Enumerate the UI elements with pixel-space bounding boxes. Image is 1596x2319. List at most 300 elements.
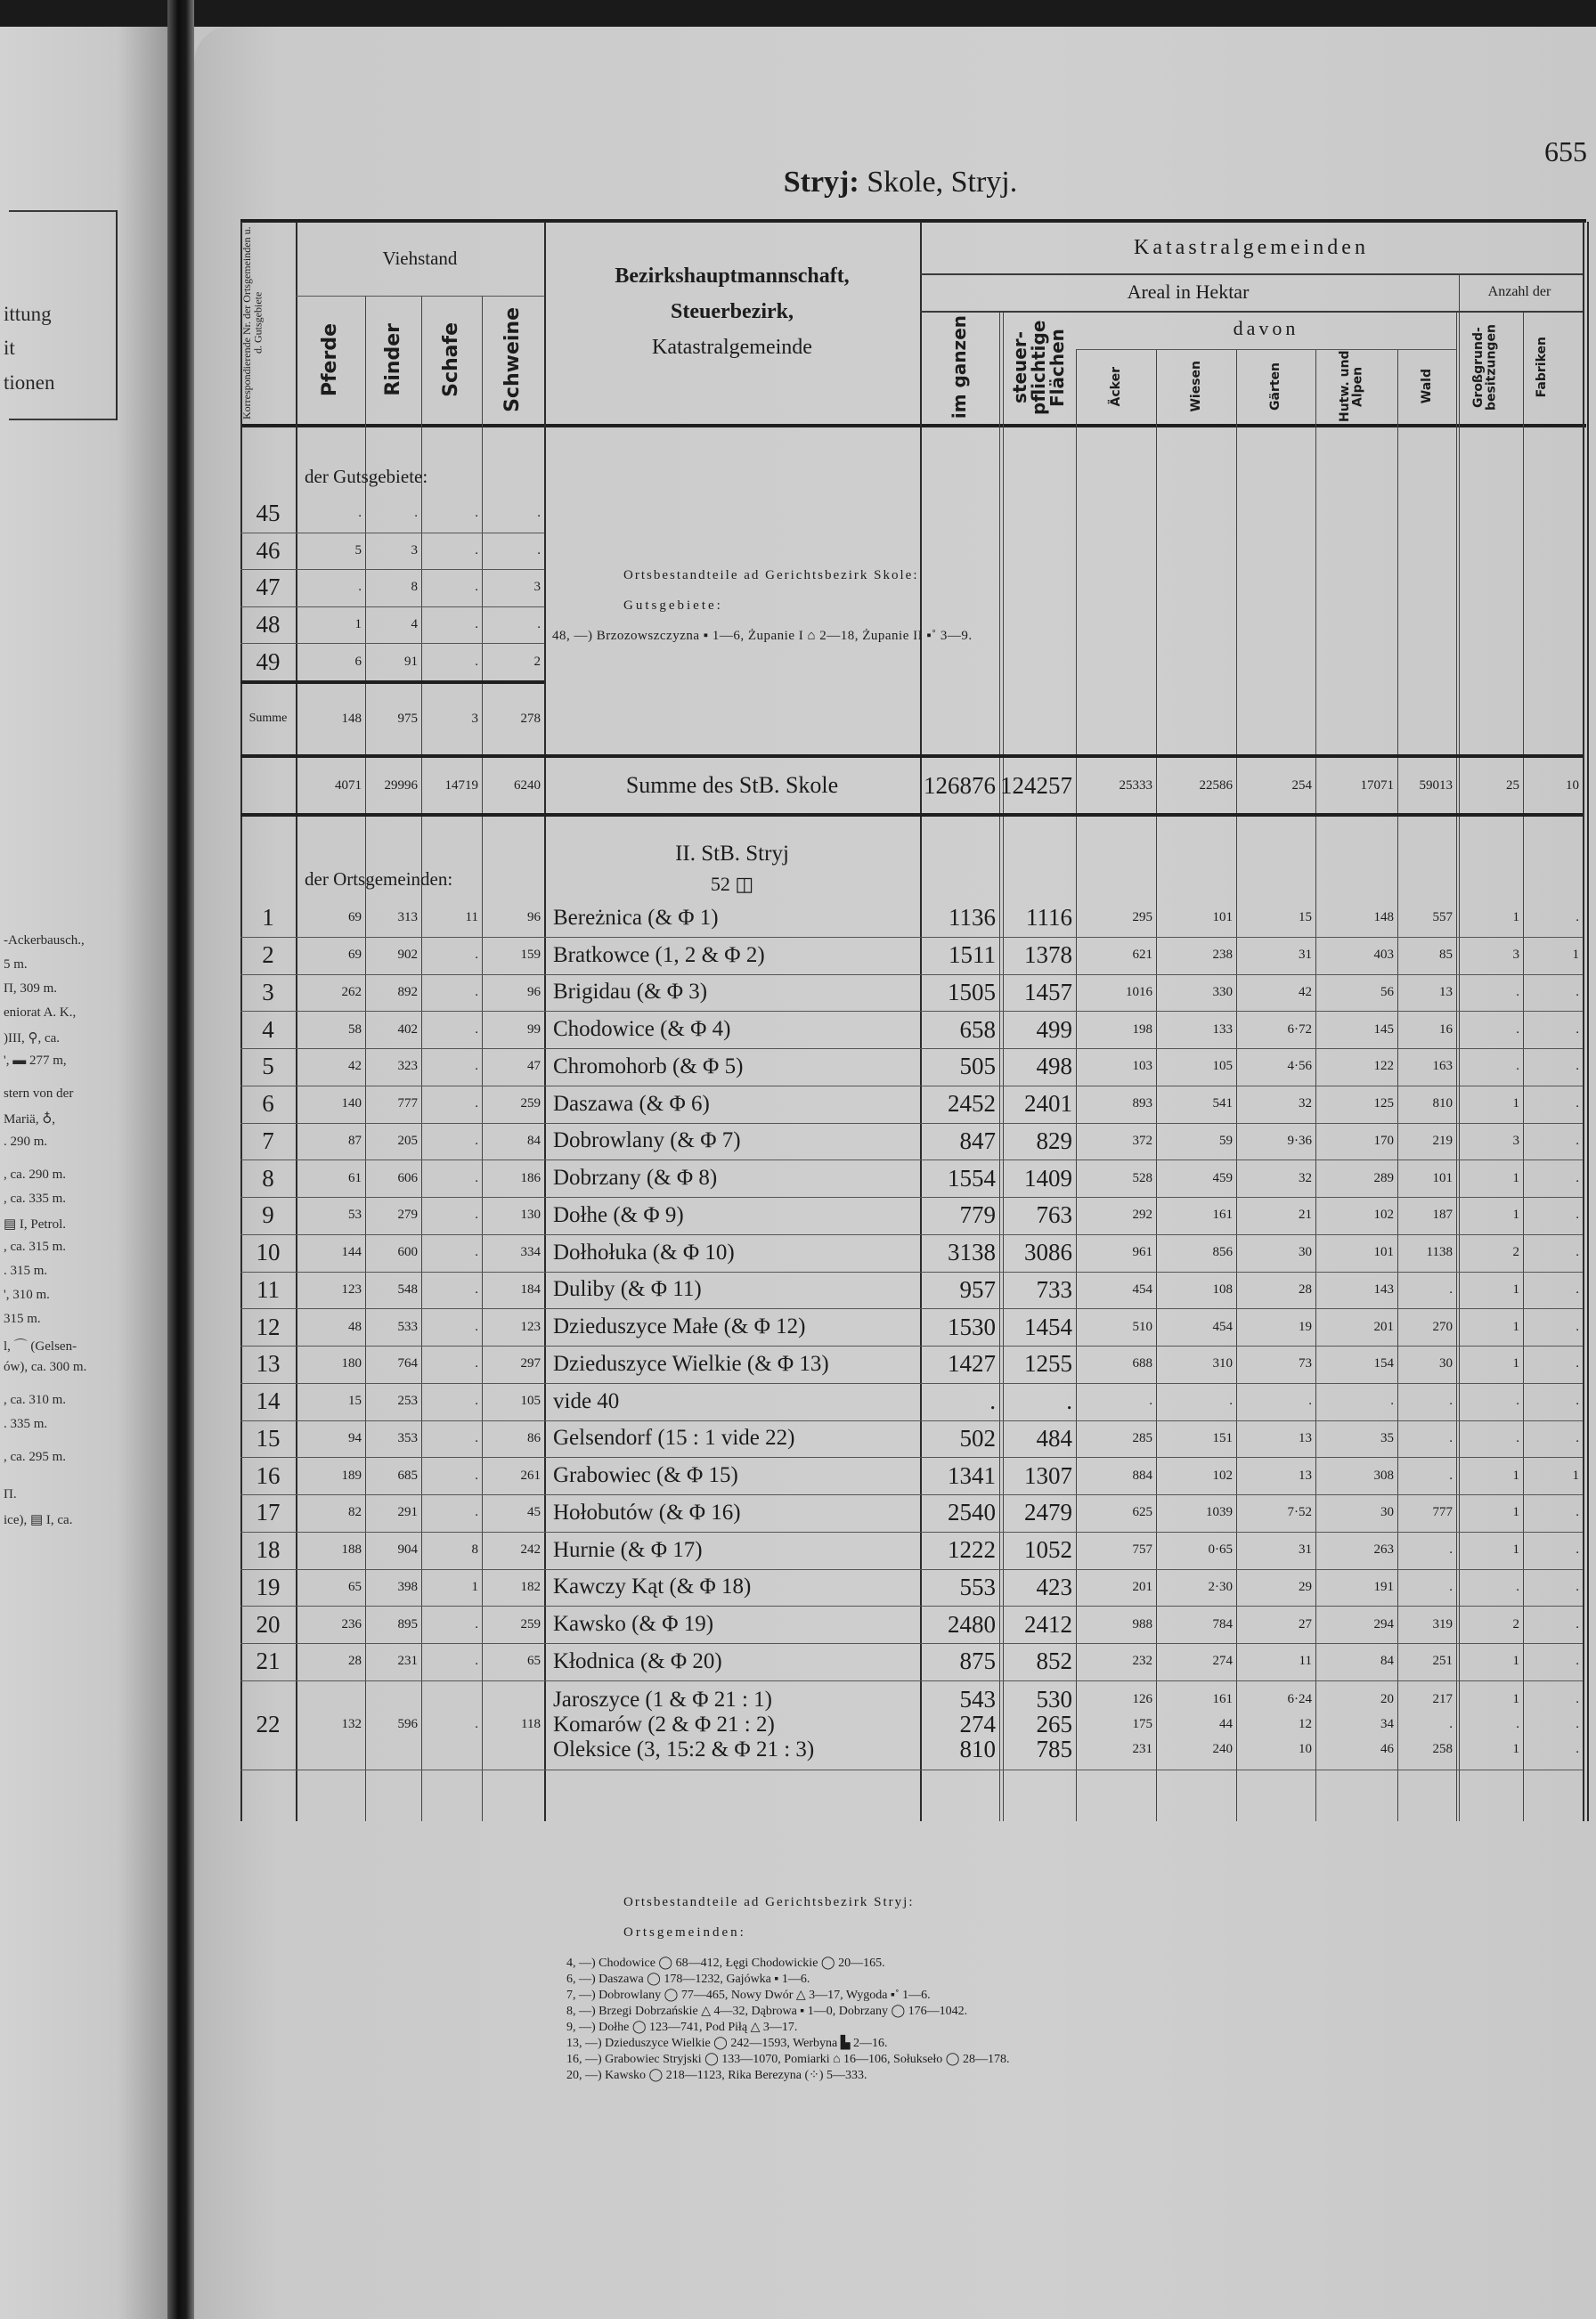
livestock-value: 892: [397, 984, 418, 999]
area-value: 1: [1512, 1692, 1519, 1707]
livestock-value: 123: [341, 1282, 362, 1297]
row-number: 22: [256, 1711, 281, 1738]
area-value: 101: [1212, 910, 1233, 925]
footnote-entry: 13, —) Dzieduszyce Wielkie ◯ 242—1593, Werbyna ▙ 2—16.: [566, 2037, 888, 2050]
area-value: .: [1576, 1282, 1579, 1297]
area-value: 553: [959, 1573, 996, 1600]
area-value: .: [1576, 1654, 1579, 1669]
area-value: 2452: [948, 1090, 996, 1118]
area-value: 102: [1373, 1208, 1394, 1223]
footnote-entry: 7, —) Dobrowlany ◯ 77—465, Nowy Dwór △ 3—17, Wygoda ▪˚ 1—6.: [566, 1989, 931, 2002]
row-number: 12: [256, 1313, 281, 1340]
header-bezirk-line3: Katastralgemeinde: [652, 335, 812, 359]
area-value: 1: [1512, 1096, 1519, 1111]
municipality-name: Dołhołuka (& Φ 10): [553, 1240, 735, 1265]
livestock-value: 99: [527, 1021, 541, 1037]
area-value: .: [1576, 1356, 1579, 1371]
header-vieh-label: Schafe: [440, 322, 463, 397]
row-number: 46: [256, 536, 281, 564]
area-value: 541: [1212, 1096, 1233, 1111]
left-page-rule: [9, 419, 116, 420]
area-value: 459: [1212, 1170, 1233, 1185]
header-vieh-col: [296, 296, 365, 424]
municipality-name: Chodowice (& Φ 4): [553, 1017, 731, 1042]
area-value: 2479: [1024, 1499, 1072, 1526]
row-number: 48: [256, 611, 281, 639]
area-value: .: [1576, 1170, 1579, 1185]
area-value: 101: [1373, 1245, 1394, 1260]
area-value: 7·52: [1287, 1505, 1312, 1520]
area-value: 13: [1299, 1430, 1312, 1445]
area-value: 34: [1380, 1717, 1394, 1732]
area-value: 1530: [948, 1313, 996, 1340]
area-value: 810: [1432, 1096, 1453, 1111]
column-rule: [1583, 222, 1584, 1821]
total-area-value: 254: [1291, 777, 1312, 793]
row-number: 47: [256, 574, 281, 601]
area-value: 1: [1512, 1505, 1519, 1520]
area-value: 3: [1512, 948, 1519, 963]
left-page-text: ▤ I, Petrol.: [4, 1217, 66, 1232]
area-value: 1016: [1126, 984, 1152, 999]
area-value: 73: [1299, 1356, 1312, 1371]
area-value: 13: [1439, 984, 1453, 999]
left-page-text: it: [4, 337, 15, 359]
area-value: 856: [1212, 1245, 1233, 1260]
municipality-name: Duliby (& Φ 11): [553, 1277, 702, 1302]
livestock-value: 15: [348, 1394, 362, 1409]
livestock-value: .: [475, 1208, 478, 1223]
left-page-rule: [116, 210, 118, 420]
livestock-value: .: [475, 1319, 478, 1334]
livestock-value: 8: [471, 1542, 478, 1558]
livestock-value: 130: [520, 1208, 541, 1223]
footnote-entry: 6, —) Daszawa ◯ 178—1232, Gajówka ▪ 1—6.: [566, 1973, 810, 1986]
area-value: 1: [1512, 1356, 1519, 1371]
area-value: 16: [1439, 1021, 1453, 1037]
area-value: 231: [1132, 1742, 1152, 1757]
total-area-value: 126876: [924, 771, 996, 799]
area-value: 308: [1373, 1468, 1394, 1483]
area-value: .: [1576, 1394, 1579, 1409]
livestock-value: 184: [520, 1282, 541, 1297]
livestock-value: .: [475, 1430, 478, 1445]
area-value: 330: [1212, 984, 1233, 999]
area-value: 258: [1432, 1742, 1453, 1757]
area-value: 1255: [1024, 1350, 1072, 1378]
area-value: 810: [959, 1736, 996, 1763]
area-value: 10: [1299, 1742, 1312, 1757]
area-value: 31: [1299, 1542, 1312, 1558]
area-value: 2480: [948, 1610, 996, 1638]
area-value: 625: [1132, 1505, 1152, 1520]
area-value: .: [1516, 1021, 1519, 1037]
livestock-value: 1: [354, 617, 362, 632]
area-value: .: [1576, 1096, 1579, 1111]
area-value: 175: [1132, 1717, 1152, 1732]
header-bezirk-line1: Bezirkshauptmannschaft,: [615, 264, 850, 288]
left-page-text: , ca. 295 m.: [4, 1450, 66, 1464]
area-value: 170: [1373, 1133, 1394, 1148]
area-value: 847: [959, 1127, 996, 1154]
livestock-value: .: [358, 580, 362, 595]
area-value: .: [1449, 1717, 1453, 1732]
municipality-name: Daszawa (& Φ 6): [553, 1091, 710, 1116]
footnote-entry: 8, —) Brzegi Dobrzańskie △ 4—32, Dąbrowa ▪ 1—0, Dobrzany ◯ 176—1042.: [566, 2005, 968, 2018]
livestock-value: 123: [520, 1319, 541, 1334]
livestock-value: .: [537, 617, 541, 632]
area-value: 238: [1212, 948, 1233, 963]
row-number: 45: [256, 500, 281, 527]
footnote-heading: Ortsbestandteile ad Gerichtsbezirk Stryj:: [623, 1895, 915, 1909]
area-value: 232: [1132, 1654, 1152, 1669]
livestock-value: 3: [411, 542, 418, 557]
left-page-text: 5 m.: [4, 957, 28, 972]
area-value: 2: [1512, 1616, 1519, 1631]
header-bottom-rule: [240, 424, 1586, 427]
livestock-value: 402: [397, 1021, 418, 1037]
area-value: .: [1516, 1717, 1519, 1732]
header-areal-col: [1456, 311, 1523, 424]
area-value: 1: [1512, 910, 1519, 925]
area-value: 961: [1132, 1245, 1152, 1260]
left-page-text: ', ▬ 277 m,: [4, 1054, 67, 1068]
area-value: 103: [1132, 1059, 1152, 1074]
area-value: 15: [1299, 910, 1312, 925]
area-value: 125: [1373, 1096, 1394, 1111]
area-value: 13: [1299, 1468, 1312, 1483]
area-value: 1378: [1024, 941, 1072, 969]
area-value: 1222: [948, 1536, 996, 1564]
livestock-value: 764: [397, 1356, 418, 1371]
area-value: 285: [1132, 1430, 1152, 1445]
left-page-text: eniorat A. K.,: [4, 1005, 77, 1020]
total-livestock-value: 4071: [335, 777, 362, 793]
area-value: 1136: [949, 904, 996, 932]
livestock-value: 4: [411, 617, 418, 632]
municipality-name: Dobrzany (& Φ 8): [553, 1166, 718, 1191]
header-korr-label: Korrespondierende Nr. der Ortsgemeinden u. d. Gutsgebiete: [240, 226, 265, 419]
area-value: 454: [1132, 1282, 1152, 1297]
header-areal-col: [1397, 349, 1456, 424]
area-value: 1: [1512, 1170, 1519, 1185]
municipality-name: Bratkowce (1, 2 & Φ 2): [553, 942, 765, 967]
livestock-value: 3: [533, 580, 541, 595]
area-value: 148: [1373, 910, 1394, 925]
livestock-value: .: [414, 506, 418, 521]
area-value: 1: [1512, 1282, 1519, 1297]
area-value: 1: [1572, 948, 1579, 963]
area-value: 161: [1212, 1692, 1233, 1707]
left-page-text: ittung: [4, 303, 52, 325]
header-korrespondierende-nr: [240, 222, 296, 424]
header-areal-col: [999, 311, 1076, 424]
header-areal-col: [1076, 349, 1156, 424]
area-value: .: [1576, 1319, 1579, 1334]
livestock-value: 58: [348, 1021, 362, 1037]
title-district: Stryj:: [783, 166, 859, 199]
livestock-value: .: [475, 1654, 478, 1669]
livestock-value: 2: [533, 654, 541, 669]
area-value: 1: [1512, 1208, 1519, 1223]
livestock-value: .: [537, 506, 541, 521]
livestock-value: 236: [341, 1616, 362, 1631]
area-value: 6·24: [1287, 1692, 1312, 1707]
area-value: 198: [1132, 1021, 1152, 1037]
area-value: 423: [1036, 1573, 1072, 1600]
livestock-value: 685: [397, 1468, 418, 1483]
area-value: .: [1576, 910, 1579, 925]
row-number: 1: [262, 904, 274, 932]
footnote-entry: 4, —) Chodowice ◯ 68—412, Łęgi Chodowickie ◯ 20—165.: [566, 1957, 885, 1970]
livestock-value: 96: [527, 984, 541, 999]
area-value: 84: [1380, 1654, 1394, 1669]
area-value: 163: [1432, 1059, 1453, 1074]
left-page-text: Π, 309 m.: [4, 981, 57, 996]
area-value: 505: [959, 1053, 996, 1080]
left-page-rule: [9, 210, 116, 212]
area-value: 2412: [1024, 1610, 1072, 1638]
area-value: 59: [1219, 1133, 1233, 1148]
area-value: 310: [1212, 1356, 1233, 1371]
header-areal-label: Großgrund-besitzungen: [1470, 324, 1499, 411]
area-value: .: [1576, 1059, 1579, 1074]
area-value: .: [1576, 1579, 1579, 1594]
livestock-value: .: [475, 1356, 478, 1371]
left-page-text: )III, ⚲, ca.: [4, 1031, 61, 1046]
area-value: .: [989, 1387, 996, 1415]
livestock-value: 242: [520, 1542, 541, 1558]
row-number: 2: [262, 941, 274, 969]
livestock-value: 777: [397, 1096, 418, 1111]
livestock-value: .: [475, 617, 478, 632]
total-area-value: 22586: [1199, 777, 1233, 793]
area-value: 30: [1439, 1356, 1453, 1371]
left-page-text: ', 310 m.: [4, 1288, 50, 1302]
livestock-value: 533: [397, 1319, 418, 1334]
area-value: 829: [1036, 1127, 1072, 1154]
livestock-value: 65: [527, 1654, 541, 1669]
header-areal-label: Wiesen: [1188, 361, 1203, 412]
area-value: 217: [1432, 1692, 1453, 1707]
total-area-value: 10: [1566, 777, 1579, 793]
livestock-value: 140: [341, 1096, 362, 1111]
header-vieh-label: Rinder: [381, 323, 404, 396]
livestock-value: 118: [521, 1717, 541, 1732]
left-page-text: tionen: [4, 371, 55, 394]
area-value: 85: [1439, 948, 1453, 963]
area-value: .: [1516, 1430, 1519, 1445]
total-livestock-value: 6240: [514, 777, 541, 793]
area-value: 1409: [1024, 1164, 1072, 1192]
header-davon: davon: [1233, 317, 1299, 339]
header-vieh-col: [482, 296, 544, 424]
row-number: 17: [256, 1499, 281, 1526]
livestock-value: 334: [520, 1245, 541, 1260]
livestock-value: 28: [348, 1654, 362, 1669]
row-number: 7: [262, 1127, 274, 1154]
livestock-value: 398: [397, 1579, 418, 1594]
header-areal-col: [1156, 349, 1236, 424]
livestock-value: 606: [397, 1170, 418, 1185]
area-value: 30: [1299, 1245, 1312, 1260]
livestock-value: 47: [527, 1059, 541, 1074]
footnote-entry: 16, —) Grabowiec Stryjski ◯ 133—1070, Pomiarki ⌂ 16—106, Sołukseło ◯ 28—178.: [566, 2053, 1010, 2066]
area-value: 621: [1132, 948, 1152, 963]
livestock-value: .: [475, 984, 478, 999]
area-value: 784: [1212, 1616, 1233, 1631]
area-value: 32: [1299, 1096, 1312, 1111]
livestock-value: 65: [348, 1579, 362, 1594]
area-value: .: [1390, 1394, 1394, 1409]
area-value: 757: [1132, 1542, 1152, 1558]
page-number: 655: [1544, 135, 1587, 167]
livestock-value: 596: [397, 1717, 418, 1732]
livestock-value: .: [537, 542, 541, 557]
area-value: 12: [1299, 1717, 1312, 1732]
area-value: 161: [1212, 1208, 1233, 1223]
area-value: 35: [1380, 1430, 1394, 1445]
livestock-value: 261: [520, 1468, 541, 1483]
left-page-text: . 335 m.: [4, 1417, 48, 1431]
area-value: 292: [1132, 1208, 1152, 1223]
municipality-name: Kawsko (& Φ 19): [553, 1612, 714, 1637]
livestock-value: 548: [397, 1282, 418, 1297]
area-value: 21: [1299, 1208, 1312, 1223]
header-vieh-label: Schweine: [501, 307, 525, 412]
area-value: 101: [1432, 1170, 1453, 1185]
area-value: 3138: [948, 1239, 996, 1266]
area-value: 1454: [1024, 1313, 1072, 1340]
livestock-value: 82: [348, 1505, 362, 1520]
area-value: 105: [1212, 1059, 1233, 1074]
area-value: 484: [1036, 1424, 1072, 1452]
livestock-value: 1: [471, 1579, 478, 1594]
row-number: 49: [256, 647, 281, 675]
area-value: 6·72: [1287, 1021, 1312, 1037]
livestock-value: 600: [397, 1245, 418, 1260]
left-page-text: 315 m.: [4, 1312, 41, 1326]
area-value: 988: [1132, 1616, 1152, 1631]
municipality-name: Komarów (2 & Φ 21 : 2): [553, 1712, 775, 1737]
area-value: 777: [1432, 1505, 1453, 1520]
header-vieh-col: [421, 296, 482, 424]
municipality-name: Dobrowlany (& Φ 7): [553, 1128, 741, 1153]
area-value: 2·30: [1208, 1579, 1233, 1594]
section-heading-ortsgemeinden: der Ortsgemeinden:: [305, 867, 453, 890]
left-page-text: l, ⌒ (Gelsen-: [4, 1339, 77, 1354]
area-value: 56: [1380, 984, 1394, 999]
area-value: 151: [1212, 1430, 1233, 1445]
area-value: 1052: [1024, 1536, 1072, 1564]
livestock-value: 253: [397, 1394, 418, 1409]
area-value: 20: [1380, 1692, 1394, 1707]
livestock-value: 180: [341, 1356, 362, 1371]
livestock-value: 86: [527, 1430, 541, 1445]
area-value: 1: [1512, 1654, 1519, 1669]
area-value: 763: [1036, 1201, 1072, 1229]
area-value: 274: [1212, 1654, 1233, 1669]
area-value: 530: [1036, 1686, 1072, 1713]
row-number: 14: [256, 1387, 281, 1415]
area-value: 9·36: [1287, 1133, 1312, 1148]
section-heading-stryj: II. StB. Stryj: [675, 842, 789, 866]
left-page-text: . 290 m.: [4, 1135, 48, 1149]
summe-value: 148: [341, 711, 362, 726]
area-value: 1116: [1026, 904, 1072, 932]
skole-note-heading: Ortsbestandteile ad Gerichtsbezirk Skole:: [623, 568, 919, 582]
municipality-name: Kawczy Kąt (& Φ 18): [553, 1574, 752, 1599]
area-value: 102: [1212, 1468, 1233, 1483]
area-value: 1307: [1024, 1461, 1072, 1489]
municipality-name: Brigidau (& Φ 3): [553, 980, 708, 1005]
total-area-value: 124257: [1000, 771, 1072, 799]
left-page-text: , ca. 290 m.: [4, 1168, 66, 1182]
livestock-value: .: [475, 1021, 478, 1037]
total-livestock-value: 29996: [384, 777, 418, 793]
area-value: 1554: [948, 1164, 996, 1192]
livestock-value: 231: [397, 1654, 418, 1669]
row-number: 19: [256, 1573, 281, 1600]
header-katastralgemeinden: Katastralgemeinden: [1134, 235, 1369, 259]
municipality-name: Dzieduszyce Wielkie (& Φ 13): [553, 1351, 829, 1376]
area-value: 294: [1373, 1616, 1394, 1631]
area-value: 2401: [1024, 1090, 1072, 1118]
header-areal-label: Gärten: [1268, 362, 1283, 411]
area-value: 557: [1432, 910, 1453, 925]
area-value: .: [1576, 1717, 1579, 1732]
livestock-value: 291: [397, 1505, 418, 1520]
livestock-value: .: [475, 1133, 478, 1148]
municipality-name: Kłodnica (& Φ 20): [553, 1648, 722, 1673]
livestock-value: 259: [520, 1616, 541, 1631]
livestock-value: 5: [354, 542, 362, 557]
row-number: 9: [262, 1201, 274, 1229]
area-value: 31: [1299, 948, 1312, 963]
livestock-value: 94: [348, 1430, 362, 1445]
area-value: .: [1516, 1059, 1519, 1074]
area-value: 733: [1036, 1275, 1072, 1303]
livestock-value: 186: [520, 1170, 541, 1185]
area-value: 1457: [1024, 978, 1072, 1005]
area-value: 1: [1572, 1468, 1579, 1483]
skole-note-subheading: Gutsgebiete:: [623, 598, 723, 613]
area-value: .: [1576, 1245, 1579, 1260]
area-value: 1138: [1426, 1245, 1453, 1260]
area-value: 143: [1373, 1282, 1394, 1297]
area-value: 1: [1512, 1468, 1519, 1483]
area-value: .: [1449, 1579, 1453, 1594]
total-area-value: 59013: [1419, 777, 1453, 793]
area-value: .: [1576, 1505, 1579, 1520]
row-number: 11: [256, 1275, 280, 1303]
area-value: .: [1576, 1208, 1579, 1223]
area-value: .: [1449, 1282, 1453, 1297]
area-value: 191: [1373, 1579, 1394, 1594]
area-value: .: [1229, 1394, 1233, 1409]
livestock-value: 904: [397, 1542, 418, 1558]
livestock-value: 105: [520, 1394, 541, 1409]
header-areal-label: Äcker: [1108, 366, 1123, 407]
row-number: 3: [262, 978, 274, 1005]
municipality-name: Gelsendorf (15 : 1 vide 22): [553, 1426, 795, 1451]
row-number: 8: [262, 1164, 274, 1192]
livestock-value: 259: [520, 1096, 541, 1111]
livestock-value: 297: [520, 1356, 541, 1371]
summe-value: 975: [397, 711, 418, 726]
row-number: 21: [256, 1648, 281, 1675]
livestock-value: 53: [348, 1208, 362, 1223]
